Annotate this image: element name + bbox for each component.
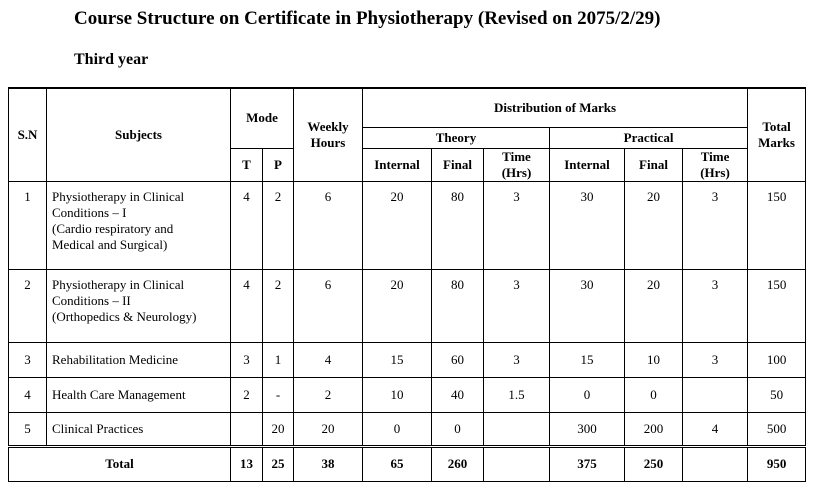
table-row [9,342,806,377]
cell-t: 4 [231,181,263,269]
cell-sn: 3 [9,342,47,377]
cell-th-time: 3 [484,181,550,269]
cell-pr-fin: 200 [625,412,683,446]
cell-t [231,412,263,446]
mode-p-header: P [263,148,294,181]
subject-line: Physiotherapy in Clinical [52,276,185,292]
cell-th-fin: 60 [432,342,484,377]
cell-pr-int: 15 [550,342,625,377]
cell-th-fin: 80 [432,269,484,342]
cell-total: 500 [748,412,806,446]
table-row [9,412,806,446]
cell-th-fin: 80 [432,181,484,269]
cell-pr-time: 3 [683,269,748,342]
subject-line: Medical and Surgical) [52,236,168,252]
subject-line: (Cardio respiratory and [52,220,174,236]
cell-sn: 4 [9,377,47,412]
totals-total-marks: 950 [748,446,806,481]
cell-pr-int: 300 [550,412,625,446]
table-row [9,377,806,412]
practical-internal-header: Internal [550,148,625,181]
cell-weekly: 4 [294,342,363,377]
cell-t: 3 [231,342,263,377]
cell-p: 20 [263,412,294,446]
cell-pr-fin: 20 [625,269,683,342]
page-title: Course Structure on Certificate in Physiotherapy (Revised on 2075/2/29) [74,8,661,29]
cell-p: 1 [263,342,294,377]
totals-practical-internal: 375 [550,446,625,481]
cell-t: 4 [231,269,263,342]
cell-weekly: 6 [294,181,363,269]
cell-pr-time [683,377,748,412]
distribution-header: Distribution of Marks [363,88,748,127]
subject-line: Conditions – I [52,204,127,220]
cell-pr-fin: 10 [625,342,683,377]
theory-final-header: Final [432,148,484,181]
cell-pr-time: 3 [683,181,748,269]
cell-th-int: 20 [363,181,432,269]
subjects-header: Subjects [47,88,231,181]
cell-th-fin: 0 [432,412,484,446]
subject-line: Conditions – II [52,292,131,308]
subject-line: (Orthopedics & Neurology) [52,308,197,324]
theory-header: Theory [363,127,550,148]
table-row [9,269,806,342]
cell-th-int: 10 [363,377,432,412]
cell-weekly: 6 [294,269,363,342]
cell-th-int: 0 [363,412,432,446]
weekly-hours-header: Weekly Hours [294,88,363,181]
cell-sn: 1 [9,181,47,269]
cell-pr-int: 30 [550,269,625,342]
mode-header: Mode [231,88,294,148]
totals-label: Total [9,446,231,481]
total-marks-header: Total Marks [748,88,806,181]
totals-p: 25 [263,446,294,481]
table-body [9,181,806,446]
sn-header: S.N [9,88,47,181]
totals-weekly: 38 [294,446,363,481]
theory-time-header: Time (Hrs) [484,148,550,181]
totals-theory-time [484,446,550,481]
table-row [9,181,806,269]
subject-line: Rehabilitation Medicine [52,351,178,367]
cell-th-int: 15 [363,342,432,377]
cell-th-time: 3 [484,269,550,342]
cell-pr-time: 4 [683,412,748,446]
cell-p: 2 [263,269,294,342]
cell-th-time: 3 [484,342,550,377]
course-structure-table [8,87,806,482]
subject-line: Health Care Management [52,386,186,402]
cell-th-int: 20 [363,269,432,342]
totals-practical-time [683,446,748,481]
cell-p: - [263,377,294,412]
cell-p: 2 [263,181,294,269]
totals-practical-final: 250 [625,446,683,481]
totals-theory-internal: 65 [363,446,432,481]
cell-total: 100 [748,342,806,377]
mode-t-header: T [231,148,263,181]
cell-th-time: 1.5 [484,377,550,412]
cell-pr-fin: 20 [625,181,683,269]
cell-weekly: 2 [294,377,363,412]
cell-pr-time: 3 [683,342,748,377]
totals-theory-final: 260 [432,446,484,481]
subject-line: Clinical Practices [52,420,144,436]
cell-total: 150 [748,269,806,342]
year-heading: Third year [74,51,149,68]
cell-pr-int: 30 [550,181,625,269]
totals-row [9,446,806,481]
cell-total: 150 [748,181,806,269]
cell-pr-int: 0 [550,377,625,412]
cell-th-fin: 40 [432,377,484,412]
theory-internal-header: Internal [363,148,432,181]
practical-time-header: Time (Hrs) [683,148,748,181]
practical-final-header: Final [625,148,683,181]
totals-t: 13 [231,446,263,481]
cell-pr-fin: 0 [625,377,683,412]
cell-total: 50 [748,377,806,412]
subject-cell [47,269,231,342]
practical-header: Practical [550,127,748,148]
cell-weekly: 20 [294,412,363,446]
cell-t: 2 [231,377,263,412]
subject-cell [47,342,231,377]
cell-th-time [484,412,550,446]
subject-cell [47,181,231,269]
cell-sn: 2 [9,269,47,342]
subject-cell [47,377,231,412]
subject-line: Physiotherapy in Clinical [52,188,185,204]
cell-sn: 5 [9,412,47,446]
subject-cell [47,412,231,446]
